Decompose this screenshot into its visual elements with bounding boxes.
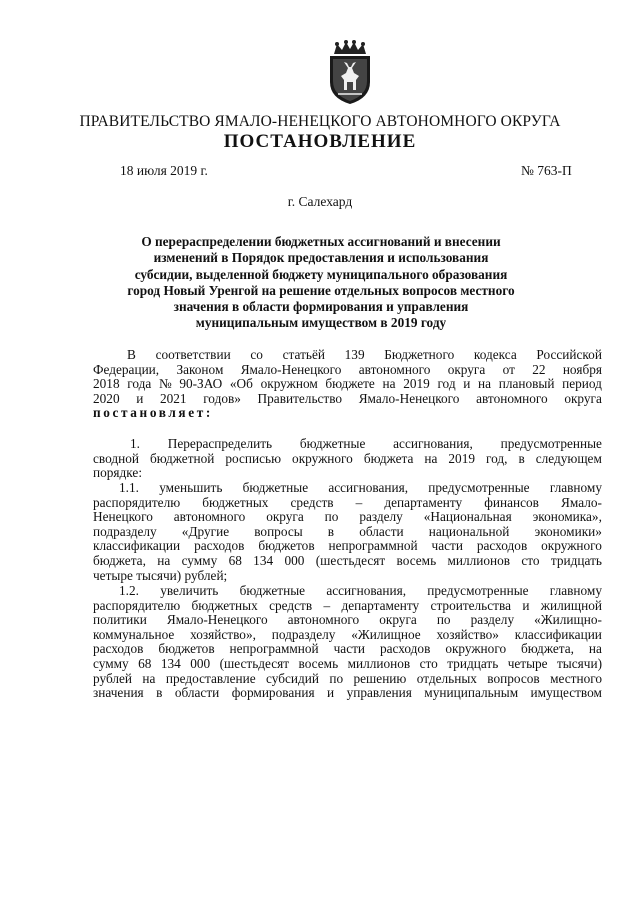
word: бюджета, (521, 641, 574, 657)
word: бюджетные (242, 480, 309, 495)
word: автономного (287, 612, 360, 628)
word: вопросы (254, 523, 303, 539)
word: предусмотренные (500, 436, 602, 451)
word: субсидий (266, 670, 319, 686)
word: «Другие (181, 523, 230, 539)
title-line: О перераспределении бюджетных ассигнований и внесении (141, 234, 501, 249)
paragraph-line (93, 392, 602, 407)
word: сумму (181, 552, 218, 568)
word: Ямало-Ненецкого (240, 361, 342, 377)
word: на (478, 376, 492, 392)
word: № (158, 376, 172, 392)
word: распорядителю (93, 494, 181, 510)
title-line: муниципальным имуществом в 2019 году (195, 315, 447, 331)
word: жилищной (540, 597, 602, 613)
word: части (431, 538, 463, 554)
paragraph-line (93, 599, 602, 614)
word: окружного (292, 450, 353, 466)
word: 1.2. (119, 583, 139, 598)
document-number: № 763-П (521, 163, 572, 178)
word: 2021 (159, 390, 187, 406)
word: формирования (231, 685, 315, 701)
paragraph-line: порядке: (93, 465, 143, 481)
word: 2019 (403, 376, 430, 392)
word: автономного (476, 390, 548, 406)
word: и (463, 376, 471, 392)
word: плановый (498, 376, 555, 392)
word: бюджета, (93, 552, 146, 568)
word: Ненецкого (93, 509, 153, 525)
word: Ямало- (561, 494, 602, 510)
word: непрограммной (328, 538, 418, 554)
word: автономного (173, 509, 246, 525)
word: статьёй (282, 347, 325, 362)
word: предусмотренные (428, 480, 530, 495)
word: округа (379, 612, 417, 628)
word: «Об (229, 376, 253, 392)
word: строительства (430, 597, 511, 613)
word: классификации (93, 538, 181, 554)
word: «Жилищно- (534, 612, 602, 628)
word: окружном (260, 376, 318, 392)
word: классификации (514, 626, 602, 642)
word: В (127, 347, 136, 362)
word: 68 (138, 655, 152, 671)
word: бюджетной (150, 450, 215, 466)
word: по (436, 612, 451, 628)
word: по (324, 509, 339, 525)
word: увеличить (160, 583, 219, 598)
word: 1.1. (119, 480, 139, 495)
document-type: ПОСТАНОВЛЕНИЕ (223, 131, 417, 152)
word: части (333, 641, 366, 657)
paragraph-line (93, 642, 602, 657)
word: окружного (445, 641, 507, 657)
word: коммунальное (93, 626, 175, 642)
word: следующем (535, 450, 602, 466)
word: департаменту (384, 494, 463, 510)
paragraph-line: четыре тысячи) рублей; (93, 567, 228, 583)
word: тридцать (550, 552, 602, 568)
document-date: 18 июля 2019 г. (120, 163, 208, 178)
word: на (424, 450, 438, 466)
word: 22 (532, 361, 546, 377)
word: хозяйство» (436, 626, 499, 642)
word: сводной (93, 450, 140, 466)
word: подразделу (271, 626, 336, 642)
word: ассигнования, (328, 480, 409, 495)
word: разделу (359, 509, 403, 525)
paragraph-line (93, 481, 602, 496)
word: значения (93, 685, 144, 701)
word: на (588, 641, 602, 657)
word: Законом (176, 361, 224, 377)
word: года (127, 376, 152, 392)
word: финансов (484, 494, 539, 510)
word: четыре (507, 655, 548, 671)
word: вопросов (487, 670, 540, 686)
word: тридцать (447, 655, 499, 671)
paragraph-line (93, 377, 602, 392)
word: бюджетных (202, 494, 269, 510)
word: и (136, 390, 144, 406)
paragraph-line (93, 510, 602, 525)
word: подразделу (93, 523, 157, 539)
word: отдельных (416, 670, 477, 686)
word: Перераспределить (167, 436, 273, 451)
word: Федерации, (93, 361, 160, 377)
word: на (382, 376, 396, 392)
paragraph-line (93, 584, 602, 599)
paragraph-line (93, 496, 602, 511)
word: экономики» (534, 523, 602, 539)
word: ноября (562, 361, 602, 377)
word: миллионов (447, 552, 511, 568)
word: по (329, 670, 344, 686)
word: уменьшить (159, 480, 223, 495)
word: кодекса (473, 347, 517, 362)
word: департаменту (341, 597, 420, 613)
word: год, (485, 450, 508, 466)
word: Ямало-Ненецкого (166, 612, 268, 628)
word: бюджетные (299, 436, 366, 451)
paragraph-line (93, 686, 602, 701)
title-line: субсидии, выделенной бюджету муниципального образования (134, 266, 508, 282)
word: расходов (93, 641, 144, 657)
word: 139 (344, 347, 365, 362)
word: – (355, 494, 363, 510)
word: 000 (284, 552, 305, 568)
word: округа (447, 361, 486, 377)
word: главному (549, 480, 602, 495)
coat-of-arms-icon (324, 40, 376, 106)
item-1-2-paragraph (93, 584, 602, 701)
paragraph-line (93, 554, 602, 569)
government-name: ПРАВИТЕЛЬСТВО ЯМАЛО-НЕНЕЦКОГО АВТОНОМНОГО ОКРУГА (79, 113, 561, 130)
word: политики (93, 612, 147, 628)
word: и (522, 597, 530, 613)
word: в (518, 450, 525, 466)
word: бюджетных (191, 597, 258, 613)
word: миллионов (347, 655, 411, 671)
word: тысячи) (557, 655, 602, 671)
word: предоставление (165, 670, 256, 686)
word: области (174, 685, 220, 701)
word: хозяйство», (190, 626, 256, 642)
item-1-1-paragraph (93, 481, 602, 583)
word: восемь (298, 655, 339, 671)
title-line: значения в области формирования и управления (173, 299, 469, 315)
word: Бюджетного (384, 347, 455, 362)
word: 134 (253, 552, 274, 568)
word: 1. (130, 436, 140, 451)
word: Правительство (257, 390, 343, 406)
item-1-paragraph (93, 437, 602, 481)
word: Ямало-Ненецкого (358, 390, 460, 406)
paragraph-line (93, 525, 602, 540)
title-line: город Новый Уренгой на решение отдельных вопросов местного (127, 282, 515, 298)
word: муниципальным (424, 685, 519, 701)
word: сумму (93, 655, 129, 671)
word: распорядителю (93, 597, 181, 613)
document-title (110, 234, 532, 332)
word: рублей (93, 670, 133, 686)
word: соответствии (155, 347, 231, 362)
paragraph-line (93, 672, 602, 687)
paragraph-line (93, 613, 602, 628)
word: 000 (190, 655, 211, 671)
word: восемь (396, 552, 437, 568)
word: на (157, 552, 171, 568)
paragraph-line (93, 348, 602, 363)
word: сто (419, 655, 438, 671)
paragraph-line (93, 452, 602, 467)
word: «Жилищное (351, 626, 421, 642)
word: и (327, 685, 335, 701)
word: бюджетов (158, 641, 215, 657)
paragraph-line (93, 657, 602, 672)
document-city: г. Салехард (287, 194, 353, 209)
word: расходов (379, 641, 431, 657)
word: средств (290, 494, 334, 510)
word: экономика», (532, 509, 602, 525)
word: округа (266, 509, 304, 525)
word: бюджетные (239, 583, 306, 598)
word: местного (550, 670, 602, 686)
word: Российской (536, 347, 602, 362)
word: решению (353, 670, 407, 686)
resolves-word: постановляет: (93, 405, 213, 421)
word: ассигнования, (326, 583, 407, 598)
word: 90-ЗАО (179, 376, 223, 392)
word: росписью (225, 450, 282, 466)
word: 2018 (93, 376, 120, 392)
word: на (142, 670, 156, 686)
word: расходов (194, 538, 245, 554)
word: разделу (470, 612, 515, 628)
word: в (327, 523, 335, 539)
paragraph-line (93, 363, 602, 378)
word: 2019 (448, 450, 475, 466)
word: национальной (428, 523, 510, 539)
word: 68 (228, 552, 242, 568)
word: сто (521, 552, 540, 568)
word: главному (549, 583, 602, 598)
word: средств (269, 597, 313, 613)
word: со (250, 347, 263, 362)
preamble-paragraph (93, 348, 602, 421)
word: расходов (476, 538, 528, 554)
word: – (323, 597, 331, 613)
paragraph-line (93, 628, 602, 643)
word: имуществом (530, 685, 602, 701)
word: предусмотренные (427, 583, 529, 598)
word: ассигнования, (393, 436, 473, 451)
word: от (502, 361, 515, 377)
word: 134 (160, 655, 181, 671)
word: бюджете (325, 376, 375, 392)
word: округа (564, 390, 602, 406)
word: год (437, 376, 456, 392)
word: в (156, 685, 163, 701)
paragraph-line (93, 539, 602, 554)
word: непрограммной (229, 641, 319, 657)
word: управления (346, 685, 412, 701)
paragraph-line (93, 437, 602, 452)
word: окружного (541, 538, 602, 554)
word: (шестьдесят (315, 552, 386, 568)
word: автономного (358, 361, 431, 377)
word: бюджета (363, 450, 414, 466)
title-line: изменений в Порядок предоставления и использования (153, 250, 489, 266)
paragraph-line (93, 406, 602, 421)
word: 2020 (93, 390, 120, 406)
word: (шестьдесят (219, 655, 290, 671)
word: годов» (203, 390, 241, 406)
word: области (359, 523, 404, 539)
word: период (562, 376, 602, 392)
word: бюджетов (258, 538, 315, 554)
word: «Национальная (423, 509, 512, 525)
